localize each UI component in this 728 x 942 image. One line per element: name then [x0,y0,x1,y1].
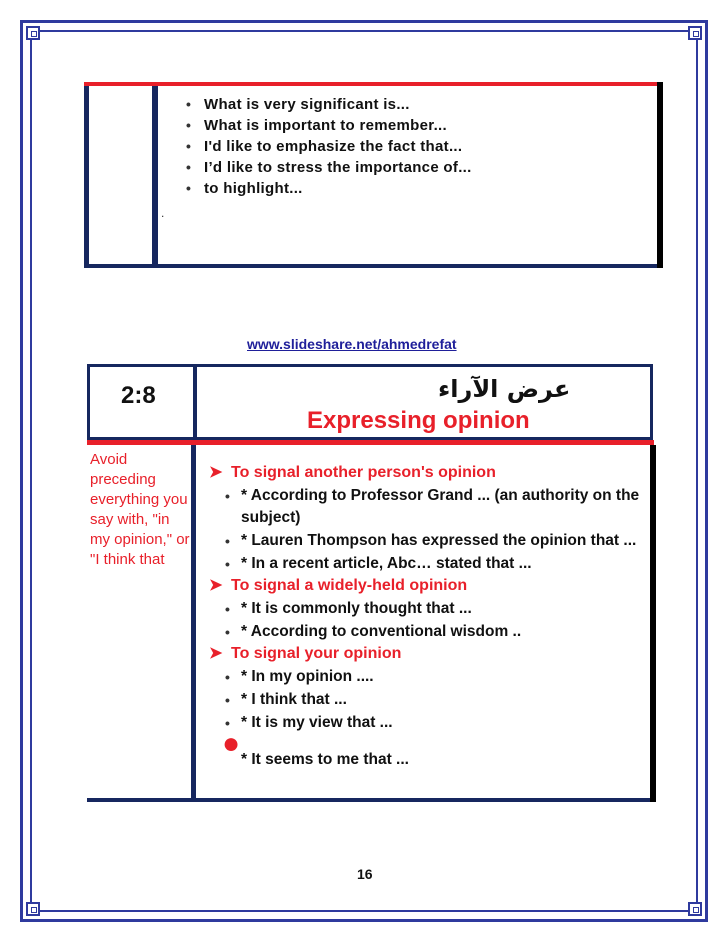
page-number: 16 [357,866,373,882]
frame-corner [26,26,40,40]
slideshare-link[interactable]: www.slideshare.net/ahmedrefat [247,336,457,352]
section-header [87,364,653,440]
section-number: 2:8 [121,382,156,409]
section-arabic-title: عرض الآراء [438,375,571,403]
section-expressing-opinion [87,364,657,804]
list-item: • I'd like to emphasize the fact that... [186,138,463,155]
list-item: • * It is commonly thought that ... [225,600,472,617]
arrow-icon: ➤ [209,464,223,481]
list-item: • * It is my view that ... [225,714,393,731]
arrow-icon: ➤ [209,645,223,662]
arrow-icon: ➤ [209,577,223,594]
list-item: • * In a recent article, Abc… stated that ... [225,555,532,572]
section-title: Expressing opinion [307,407,530,434]
frame-corner [688,902,702,916]
section-body [87,445,653,802]
group-heading: ➤ To signal a widely-held opinion [207,575,647,597]
list-item: • What is important to remember... [186,117,447,134]
emphasis-phrase-list [186,94,472,199]
list-item: • * According to Professor Grand ... (an authority on the subject) [225,487,640,526]
list-item: • I’d like to stress the importance of... [186,159,472,176]
opinion-phrase-list [207,462,647,771]
section-column-divider [191,445,196,798]
list-item: • What is very significant is... [186,96,410,113]
list-item: • * According to conventional wisdom .. [225,623,522,640]
list-item: • * I think that ... [225,691,347,708]
list-item: • * Lauren Thompson has expressed the opinion that ... [225,532,637,549]
list-item: • to highlight... [186,180,303,197]
large-bullet-icon: ● [222,727,241,760]
frame-corner [26,902,40,916]
list-item: ● * It seems to me that ... [222,727,409,768]
top-right-border [657,82,663,268]
top-red-line [84,82,661,86]
trailing-mark: . [161,206,165,220]
top-column-divider [152,86,158,264]
side-note: Avoid preceding everything you say with, "in my opinion," or "I think that [90,451,190,568]
group-heading: ➤ To signal your opinion [207,643,647,665]
list-item: • * In my opinion .... [225,668,374,685]
group-heading: ➤ To signal another person's opinion [207,462,647,484]
frame-corner [688,26,702,40]
section-right-border [650,445,656,802]
section-number-cell [90,367,197,437]
